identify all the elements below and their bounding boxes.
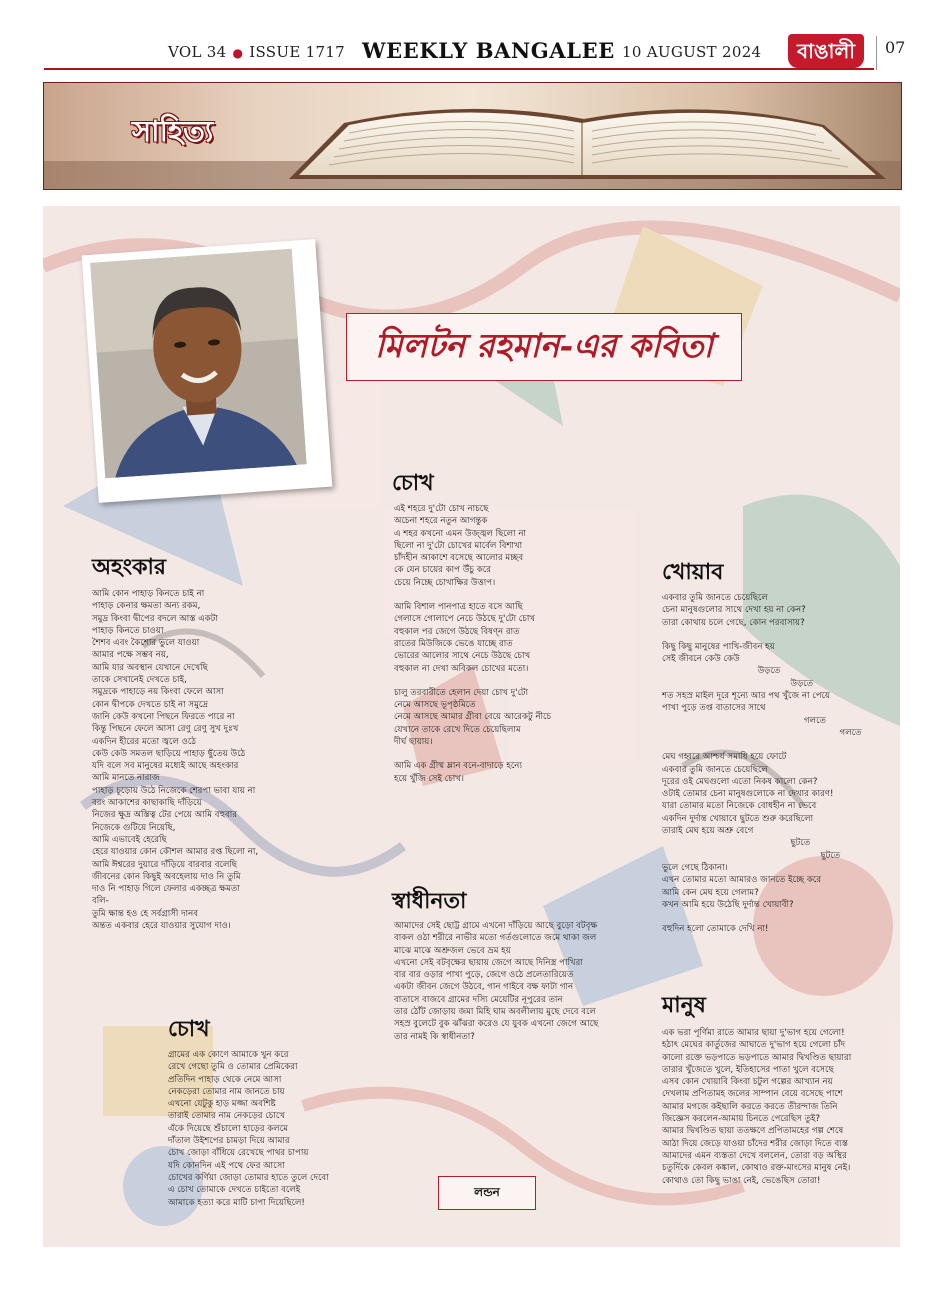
poem-line: এক ভরা পূর্ণিমা রাতে আমার ছায়া দু'ভাগ হয়ে গেলো! (662, 1028, 845, 1038)
poem-line: দেখলাম প্রপিতামহ জলের সাম্পান বেয়ে বসেছে পাশে (662, 1089, 843, 1100)
poem-line: একদিন দুর্দান্ত খোয়াবে ছুটতে শুরু করেছিলো (662, 813, 814, 824)
publication-logo: বাঙালী (788, 34, 864, 68)
poem-line: চালু তরবারীতে হেলান দেয়া চোখ দু'টো (394, 687, 529, 698)
poem-line: অন্তত একবার হেরে যাওয়ার সুযোগ দাও। (92, 921, 231, 932)
portrait-image (90, 249, 307, 479)
poem-line: কেউ কেউ সমতল ছাড়িয়ে পাহাড় ছুঁতেয় উঠে (92, 748, 246, 759)
poem-line: গেলাসে গোলাপে নেচে উঠছে দু'টো চোখ (394, 614, 536, 625)
masthead-rule (44, 68, 874, 70)
poem-line: আঠা দিয়ে জেড়ে যাওয়া চাঁদের শরীর জোড়া দিতে ব্যস্ত (662, 1138, 848, 1149)
poem-line: হেরে যাওয়ার কোন কৌশল আমার রপ্ত ছিলো না, (92, 847, 259, 858)
poem-line: কিন্তু পিছনে ফেলে আসা রেণু রেণু সুখ দুঃখ (92, 724, 239, 735)
poem-line: আমি কোন পাহাড় কিনতে চাই না (92, 589, 205, 599)
poem-line: বরং আকাশের কাছাকাছি দাঁড়িয়ে (92, 798, 202, 809)
poem-line: পাহাড় কেনার ক্ষমতা অন্য রকম, (92, 601, 201, 612)
poem-line: বার বার ওড়ার পাখা পুড়ে, জেগে ওঠে প্রলেতারিয়েত (394, 970, 574, 981)
poem-line: তার ঠোঁট জোড়ায় জমা মিহি ঘাম অবলীলায় মুছে দেবে বলে (394, 1007, 596, 1018)
stanza-break (662, 629, 862, 641)
poem-line: কখন আমি হয়ে উঠেছি দুর্দান্ত খোয়াবী? (662, 899, 794, 910)
poem-line: আমি এভাবেই হেরেছি (92, 834, 167, 845)
masthead (0, 0, 945, 70)
poem-line: বাকল ওঠা শরীরে নাভীর মতো গর্তগুলোতে জমে থাকা জল (394, 933, 597, 944)
section-banner (43, 82, 902, 190)
poem-line: তুমি ক্ষান্ত হও হে সর্বগ্রাসী দানব (92, 908, 198, 919)
poem-line: সমুদ্রকে পাহাড়ে নয় কিংবা ফেলে আসা (92, 687, 224, 698)
volume-label: VOL 34 (168, 43, 227, 61)
poem-line: আমি কেন মেঘ হয়ে গেলাম? (662, 887, 759, 898)
poem-line: যেখানে তাকে রেখে দিতে চেয়েছিলাম (394, 724, 521, 735)
poem-line: যারা তোমার মতো নিজেকে বোধহীন না ভেবে (662, 801, 817, 812)
poem-line: পাহাড় চূড়োয় উঠে নিজেকে শেরপা ভাবা যায় না (92, 785, 256, 796)
poem-line: তার নামই কি স্বাধীনতা? (394, 1031, 475, 1042)
stanza-break (662, 911, 862, 923)
poem-line: আমাদের এমন ব্যস্ততা দেখে বললেন, তোরা বড় অস্থির (662, 1150, 847, 1161)
poem-line: এ শহর কখনো এমন উজ্জ্বল ছিলো না (394, 528, 526, 539)
poem-line: তারা কোথায় চলে গেছে, কোন পরবাসায়? (662, 617, 805, 628)
poem-line: কালো রক্তে ভড়পাতে ভড়পাতে আমার দ্বিখণ্ডিত ছায়ারা (662, 1052, 852, 1063)
poem-line: দূরের ওই মেঘগুলো এতো নিকষ কালো কেন? (662, 776, 818, 787)
poem-line: আমি মানতে নারাজ (92, 773, 160, 784)
poem-line: গ্রামের এক কোণে আমাকে খুন করে (168, 1050, 289, 1060)
issue-info (168, 43, 345, 61)
poem-body-chokh-2 (168, 1049, 329, 1209)
poem-line: যদি কোনদিন এই পথে ফের আসো (168, 1160, 285, 1171)
stanza-break (394, 675, 551, 687)
poem-line: নিজের ক্ষুদ্র অস্তিত্ব টের পেয়ে আমি বহুবার (92, 810, 237, 821)
poem-line: যদি বলে সব মানুষের মধ্যেই আছে অহংকার (92, 761, 239, 772)
poem-line: এঁকে দিয়েছে শুঁচালো হাড়ের কলমে (168, 1123, 288, 1134)
poem-line: এখনো যেটুকু হাড় মজ্জা অবশিষ্ট (168, 1099, 276, 1110)
poem-line: উড়তে (662, 666, 781, 677)
poem-line: গলতে (662, 727, 862, 738)
poem-title-chokh: চোখ (392, 470, 434, 496)
poem-line: চেনা মানুষগুলোর সাথে দেখা হয় না কেন? (662, 605, 806, 616)
poem-line: বহুদিন হলো তোমাকে দেখি না! (662, 924, 769, 935)
poem-line: ভোরের আলোর সাথে নেচে উঠছে চোখ (394, 651, 531, 662)
poem-line: জানি কেউ কখনো পিছনে ফিরতে পারে না (92, 711, 235, 722)
poem-body-ahonkar (92, 588, 258, 932)
poem-title-chokh-2: চোখ (168, 1016, 210, 1042)
publication-title: WEEKLY BANGALEE (362, 38, 615, 63)
poem-body-chokh (394, 503, 551, 785)
poem-line: প্রতিদিন পাহাড় থেকে নেমে আসা (168, 1074, 282, 1085)
poem-line: আমাদের সেই ছোট্ট গ্রামে এখনো দাঁড়িয়ে আছে বুড়ো বটবৃক্ষ (394, 921, 598, 931)
poem-line: তারাই তোমার নাম নেকড়ের চোখে (168, 1111, 286, 1122)
poem-line: আমি ঈশ্বরের দুয়ারে দাঁড়িয়ে বারবার বলেছি (92, 859, 238, 870)
poem-line: ছিলো না দু'টো চোখের মার্বেল বিশাখা (394, 540, 523, 551)
poem-line: তারাই মেঘ হয়ে অশ্রু বেগে (662, 826, 754, 837)
poem-line: শৈশব এবং কৈশোর ভুলে যাওয়া (92, 638, 200, 649)
poem-line: একটা জীবন জেগে উঠবে, গান গাইবে বক্ষ ফাটা গান (394, 982, 574, 993)
poem-line: বহুকাল পর জেগে উঠছে বিষণ্ন রাত (394, 626, 520, 637)
poem-line: সহস্র বুলেটে বুক ঝাঁঝরা করেও যে যুবক এখনো জেগে আছে (394, 1019, 599, 1030)
poem-line: এসব কোন খোয়াবি কিংবা চটুল গল্পের আখ্যান নয় (662, 1077, 833, 1088)
poem-line: দাও নি পাহাড় গিলে ফেলার একচ্ছত্র ক্ষমতা (92, 884, 240, 895)
poem-line: আমি যার অবস্থান যেখানে দেখেছি (92, 662, 208, 673)
poem-line: হঠাৎ মেঘের কার্তুজের আঘাতে দু'ভাগ হয়ে গেলো চাঁদ (662, 1040, 846, 1051)
poem-line: উড়তে (662, 678, 814, 689)
poem-line: সেই জীবনে কেউ কেউ (662, 654, 740, 665)
poem-line: তাকে সেখানেই দেখতে চাই, (92, 675, 187, 686)
poem-line: শত সহস্র মাইল দূরে শূন্যে আর পথ খুঁজে না পেয়ে (662, 691, 831, 702)
poem-line: চাঁদহীন আকাশে বসেছে আলোর মচ্ছব (394, 553, 524, 564)
location-label: লন্ডন (474, 1185, 500, 1199)
poem-line: কোথাও তো কিছু ভাঙা নেই, ভেঙেছিস তোরা! (662, 1175, 821, 1186)
poem-line: জীবনের কোন কিছুই অবহেলায় দাও নি তুমি (92, 871, 241, 882)
poem-line: একবার তুমি জানতে চেয়েছিলে (662, 593, 768, 603)
poem-body-khoab (662, 592, 862, 935)
stanza-break (662, 739, 862, 751)
poem-line: নেমে আসছে ভূপৃষ্ঠমিতে (394, 700, 476, 711)
poem-line: মেঘ গহ্বরে আশ্চর্য সমাধি হয়ে ফোটে (662, 752, 787, 763)
divider (876, 36, 877, 70)
poem-line: আমার পক্ষে সম্ভব নয়, (92, 650, 169, 661)
poem-line: চোখ জোড়া বাঁধিয়ে রেখেছে পাথর চাপায় (168, 1148, 309, 1159)
poem-line: ভুলে গেছে ঠিকানা। (662, 862, 728, 873)
poem-body-manush (662, 1027, 851, 1187)
poem-line: দাঁতাল উইশপের চামড়া দিয়ে আমার (168, 1136, 290, 1147)
poem-line: অচেনা শহরে নতুন আগন্তুক (394, 516, 488, 527)
poem-line: নেকড়েরা তোমার নাম জানতে চায় (168, 1086, 285, 1097)
poem-line: আমি বিশাল পানপাত্র হাতে বসে আছি (394, 602, 523, 613)
poem-title-ahonkar: অহংকার (92, 554, 166, 580)
poem-line: রাতের মিউজিকে ভেঙে যাচ্ছে রাত (394, 638, 513, 649)
section-label: সাহিত্য (132, 114, 214, 148)
poem-line: আমাকে হত্যা করে মাটি চাপা দিয়েছিলে! (168, 1197, 305, 1208)
poem-line: দীর্ঘ ছায়ায়। (394, 737, 433, 748)
poem-line: আমার মগজে কইছালি করতে করতে তীরন্দাজ তিনি (662, 1101, 838, 1112)
poem-line: গলতে (662, 715, 826, 726)
poem-line: বাতাসে বাজবে গ্রামের দস্যি মেয়েটির নূপুরের তান (394, 994, 563, 1005)
poem-line: বলি- (92, 896, 109, 907)
feature-title: মিলটন রহমান-এর কবিতা (374, 326, 714, 365)
poem-line: একবার তুমি জানতে চেয়েছিলে (662, 764, 768, 775)
poem-line: এখন তোমার মতো আমারও জানতে ইচ্ছে করে (662, 875, 822, 886)
poem-line: ছুটতে (662, 850, 841, 861)
stanza-break (394, 589, 551, 601)
poem-line: আমি এক গ্রীষ্ম ম্লান বনে-বাদাড়ে হন্যে (394, 761, 522, 772)
feature-title-box (346, 313, 742, 381)
poem-line: হয়ে খুঁজি সেই চোখ। (394, 773, 464, 784)
location-tag (438, 1176, 536, 1210)
poem-line: এ চোখ তোমাকে দেখতে চাইতো বলেই (168, 1185, 301, 1196)
poem-line: ছুটতে (662, 838, 811, 849)
poem-line: একদিন হীরের মতো জ্বলে ওঠে (92, 736, 196, 747)
poem-line: সমুদ্র কিংবা দ্বীপের বদলে আস্ত একটা (92, 613, 218, 624)
poem-line: মাঝে মাঝে অশ্রুজল ভেবে ভ্রম হয় (394, 945, 511, 956)
poem-line: তারার খুঁজেতে খুলে, ইতিহাসের পাতা খুলে বসেছে (662, 1064, 834, 1075)
poem-line: পাহাড় কিনতে চাওয়া (92, 625, 164, 636)
poem-line: নিজেকে গুটিয়ে নিয়েছি, (92, 822, 176, 833)
poem-title-khoab: খোয়াব (662, 559, 724, 585)
poem-line: চতুর্দিকে কেবল কঙ্কাল, কোথাও রক্ত-মাংসের মানুষ নেই। (662, 1163, 851, 1174)
bullet-icon: ● (232, 46, 244, 60)
poem-line: এখনো সেই বটবৃক্ষের ছায়ায় জেগে আছে দিনিস্ত্র পাখিরা (394, 957, 583, 968)
issue-date: 10 AUGUST 2024 (622, 43, 762, 61)
poem-line: এই শহরে দু'টো চোখ নাচছে (394, 504, 489, 514)
poem-line: পাখা পুড়ে তপ্ত বাতাসের সাথে (662, 703, 766, 714)
poem-title-manush: মানুষ (662, 992, 706, 1018)
poem-line: আমার দ্বিখণ্ডিত ছায়া ততক্ষণে প্রপিতামহের গল্প শেষে (662, 1126, 844, 1137)
poem-line: রেখে গেছো তুমি ও তোমার প্রেমিকেরা (168, 1062, 298, 1073)
page-number: 07 (885, 38, 906, 57)
stanza-break (394, 748, 551, 760)
poem-line: চেয়ে নিচ্ছে চোখাক্ষির উত্তাপ। (394, 577, 496, 588)
poem-line: কে যেন চায়ের কাপ উঁচু করে (394, 565, 491, 576)
poem-line: নেমে আসছে আমার গ্রীবা বেয়ে আরেকটু নীচে (394, 712, 552, 723)
poem-body-swadhinota (394, 920, 598, 1043)
poem-line: ওটাই তোমার চেনা মানুষগুলোকে না দেখার কারণ! (662, 789, 834, 800)
poem-title-swadhinota: স্বাধীনতা (392, 888, 467, 914)
poem-line: জিজ্ঞেস করলেন-আমায় চিনতে পেরেছিস তুই? (662, 1114, 821, 1125)
issue-label: ISSUE 1717 (249, 43, 346, 61)
poet-photo (82, 239, 333, 503)
poem-line: চোখের কর্ণিয়া জোড়া তোমার হাতে তুলে দেবো (168, 1172, 329, 1183)
poem-line: কোন দ্বীপকে দেখতে চাই না সমুদ্রে (92, 699, 209, 710)
poem-line: কিছু কিছু মানুষের পাখি-জীবন হয় (662, 641, 775, 652)
poem-line: বহুকাল না দেখা অবিকল চোখের মতো। (394, 663, 529, 674)
